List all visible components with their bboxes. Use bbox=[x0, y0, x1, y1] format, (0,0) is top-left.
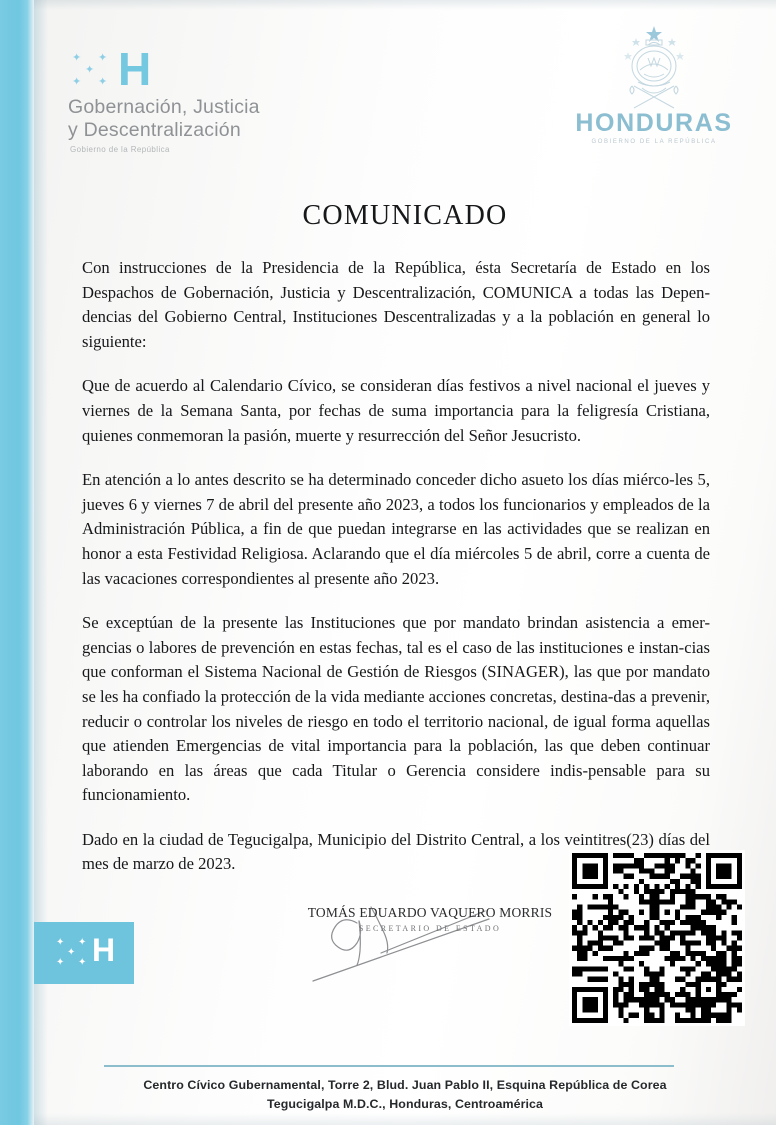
star-icon: ✦ bbox=[72, 52, 82, 64]
qr-code-graphic bbox=[572, 853, 742, 1023]
star-icon: ✦ bbox=[67, 947, 76, 958]
star-icon: ✦ bbox=[78, 937, 87, 948]
footer-line-1: Centro Cívico Gubernamental, Torre 2, Blud. Juan Pablo II, Esquina República de Corea bbox=[143, 1078, 667, 1092]
qr-code[interactable] bbox=[569, 850, 745, 1026]
document-header bbox=[34, 0, 776, 168]
secretariat-name-line2: y Descentralización bbox=[68, 119, 241, 141]
secretariat-logo bbox=[68, 43, 260, 154]
honduras-government-logo bbox=[570, 22, 738, 145]
secretariat-subtitle: Gobierno de la República bbox=[70, 145, 170, 154]
star-icon: ✦ bbox=[78, 957, 87, 968]
coat-of-arms-icon bbox=[570, 22, 738, 110]
footer-divider bbox=[104, 1065, 674, 1067]
star-icon: ✦ bbox=[98, 76, 108, 88]
document-body bbox=[82, 256, 710, 877]
star-icon: ✦ bbox=[98, 52, 108, 64]
paragraph: Con instrucciones de la Presidencia de la República, ésta Secretaría de Estado en los Despachos de Gobernación, Justicia y Descentralización, COMUNICA a todas las Depen-dencias del Gobierno Central, Instituciones Descentralizadas y a la población en general lo siguiente: bbox=[82, 258, 710, 351]
paragraph: En atención a lo antes descrito se ha determinado conceder dicho asueto los días miérco-les 5, jueves 6 y viernes 7 de abril del presente año 2023, a todos los funcionarios y empleados de la Administración Pública, a fin de que puedan integrarse en las actividades que se realizan en honor a esta Festividad Religiosa. Aclarando que el día miércoles 5 de abril, corre a cuenta de las vacaciones correspondientes al presente año 2023. bbox=[82, 470, 710, 588]
country-name: HONDURAS bbox=[575, 109, 733, 137]
page-bottom-shading bbox=[34, 1113, 776, 1125]
star-icon: ✦ bbox=[56, 937, 65, 948]
honduras-brand-block bbox=[34, 922, 134, 984]
signature-block bbox=[305, 905, 555, 933]
footer-address bbox=[34, 1076, 776, 1114]
footer-line-2: Tegucigalpa M.D.C., Honduras, Centroamérica bbox=[266, 1097, 544, 1111]
paragraph: Se exceptúan de la presente las Instituciones que por mandato brindan asistencia a emer-gencias o labores de prevención en estas fechas, tal es el caso de las instituciones e instan-cias que conforman el Sistema Nacional de Gestión de Riesgos (SINAGER), las que por mandato se les ha confiado la protección de la vida mediante acciones concretas, destina-das a prevenir, reducir o controlar los niveles de riesgo en todo el territorio nacional, de igual forma aquellas que atienden Emergencias de vital importancia para la población, las que deben continuar laborando en las áreas que cada Titular o Gerencia considere indis-pensable para su funcionamiento. bbox=[82, 613, 710, 805]
signer-name: TOMÁS EDUARDO VAQUERO MORRIS bbox=[307, 905, 553, 920]
logo-letter-h: H bbox=[118, 43, 151, 95]
left-accent-stripe bbox=[0, 0, 34, 1125]
star-icon: ✦ bbox=[85, 64, 95, 76]
secretariat-name-line1: Gobernación, Justicia bbox=[68, 96, 260, 118]
paragraph: Que de acuerdo al Calendario Cívico, se consideran días festivos a nivel nacional el jueves y viernes de la Semana Santa, por fechas de suma importancia para la feligresía Cristiana, quienes conmemoran la pasión, muerte y resurrección del Señor Jesucristo. bbox=[82, 376, 710, 445]
brand-letter-h: H bbox=[92, 932, 116, 968]
page-title: COMUNICADO bbox=[302, 200, 508, 231]
star-icon: ✦ bbox=[72, 76, 82, 88]
paragraph: Dado en la ciudad de Tegucigalpa, Municipio del Distrito Central, a los veintitres(23) días del mes de marzo de 2023. bbox=[82, 829, 710, 874]
star-icon: ✦ bbox=[56, 957, 65, 968]
signer-role: SECRETARIO DE ESTADO bbox=[358, 924, 502, 933]
country-subtitle: GOBIERNO DE LA REPÚBLICA bbox=[591, 139, 717, 145]
honduras-stars-h-icon bbox=[68, 43, 163, 95]
